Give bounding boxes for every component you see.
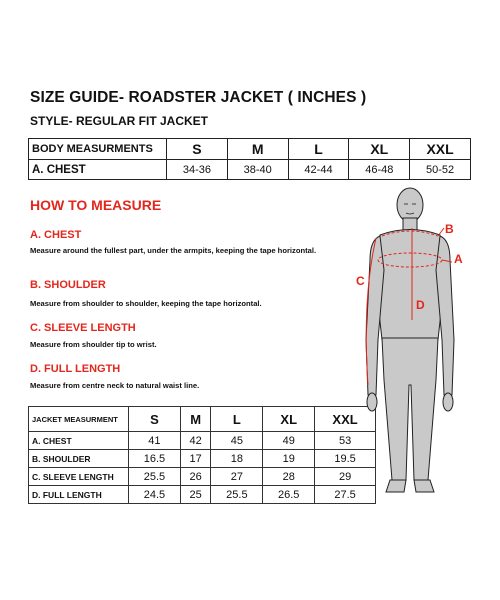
row-label: C. SLEEVE LENGTH: [29, 468, 129, 486]
row-label: D. FULL LENGTH: [29, 486, 129, 504]
table-cell: 50-52: [410, 160, 471, 180]
header-cell: BODY MEASURMENTS: [29, 139, 167, 160]
header-cell: XXL: [410, 139, 471, 160]
table-cell: 26: [180, 468, 211, 486]
header-cell: M: [227, 139, 288, 160]
table-row: [29, 432, 376, 450]
body-measurement-table: [28, 138, 471, 180]
body-figure: [340, 180, 480, 510]
style-subtitle: STYLE- REGULAR FIT JACKET: [30, 114, 209, 128]
row-label: A. CHEST: [29, 432, 129, 450]
shoulder-pointer: [438, 228, 444, 236]
table-cell: 17: [180, 450, 211, 468]
table-cell: 26.5: [263, 486, 315, 504]
section-shoulder-title: B. SHOULDER: [30, 279, 106, 291]
right-hand-shape: [443, 393, 453, 411]
section-chest-text: Measure around the fullest part, under the armpits, keeping the tape horizontal.: [30, 246, 317, 255]
left-hand-shape: [367, 393, 377, 411]
header-cell: M: [180, 407, 211, 432]
head-shape: [397, 188, 423, 222]
table-header-row: [29, 139, 471, 160]
legs-shape: [382, 338, 438, 480]
how-to-measure-heading: HOW TO MEASURE: [30, 197, 162, 213]
table-row: [29, 450, 376, 468]
row-label: B. SHOULDER: [29, 450, 129, 468]
table-cell: 18: [211, 450, 263, 468]
header-cell: L: [211, 407, 263, 432]
table-row: [29, 486, 376, 504]
header-cell: XL: [263, 407, 315, 432]
header-cell: JACKET MEASURMENT: [29, 407, 129, 432]
table-cell: 25.5: [211, 486, 263, 504]
table-cell: 53: [315, 432, 376, 450]
header-cell: S: [129, 407, 181, 432]
table-header-row: [29, 407, 376, 432]
torso-shape: [376, 230, 444, 341]
left-foot-shape: [386, 480, 406, 492]
label-b: B: [445, 222, 454, 236]
table-cell: 46-48: [349, 160, 410, 180]
right-foot-shape: [414, 480, 434, 492]
table-cell: 16.5: [129, 450, 181, 468]
table-cell: 24.5: [129, 486, 181, 504]
table-cell: 49: [263, 432, 315, 450]
section-sleeve-title: C. SLEEVE LENGTH: [30, 322, 136, 334]
header-cell: XL: [349, 139, 410, 160]
table-cell: 42-44: [288, 160, 349, 180]
section-length-text: Measure from centre neck to natural waist line.: [30, 381, 200, 390]
neck-shape: [403, 218, 417, 230]
table-row: [29, 160, 471, 180]
table-cell: 34-36: [167, 160, 228, 180]
section-sleeve-text: Measure from shoulder tip to wrist.: [30, 340, 157, 349]
table-cell: 27: [211, 468, 263, 486]
section-shoulder-text: Measure from shoulder to shoulder, keeping the tape horizontal.: [30, 299, 262, 308]
header-cell: XXL: [315, 407, 376, 432]
header-cell: S: [167, 139, 228, 160]
table-cell: 45: [211, 432, 263, 450]
table-cell: 25: [180, 486, 211, 504]
label-d: D: [416, 298, 425, 312]
table-cell: 25.5: [129, 468, 181, 486]
section-length-title: D. FULL LENGTH: [30, 363, 121, 375]
table-cell: 28: [263, 468, 315, 486]
table-cell: 38-40: [227, 160, 288, 180]
table-cell: 41: [129, 432, 181, 450]
table-cell: 19: [263, 450, 315, 468]
jacket-measurement-table: [28, 406, 376, 504]
page-title: SIZE GUIDE- ROADSTER JACKET ( INCHES ): [30, 89, 367, 106]
label-a: A: [454, 252, 463, 266]
mannequin-illustration: [340, 180, 480, 510]
header-cell: L: [288, 139, 349, 160]
table-cell: 29: [315, 468, 376, 486]
table-cell: 19.5: [315, 450, 376, 468]
table-cell: 42: [180, 432, 211, 450]
table-cell: 27.5: [315, 486, 376, 504]
table-row: [29, 468, 376, 486]
section-chest-title: A. CHEST: [30, 229, 82, 241]
row-label: A. CHEST: [29, 160, 167, 180]
label-c: C: [356, 274, 365, 288]
